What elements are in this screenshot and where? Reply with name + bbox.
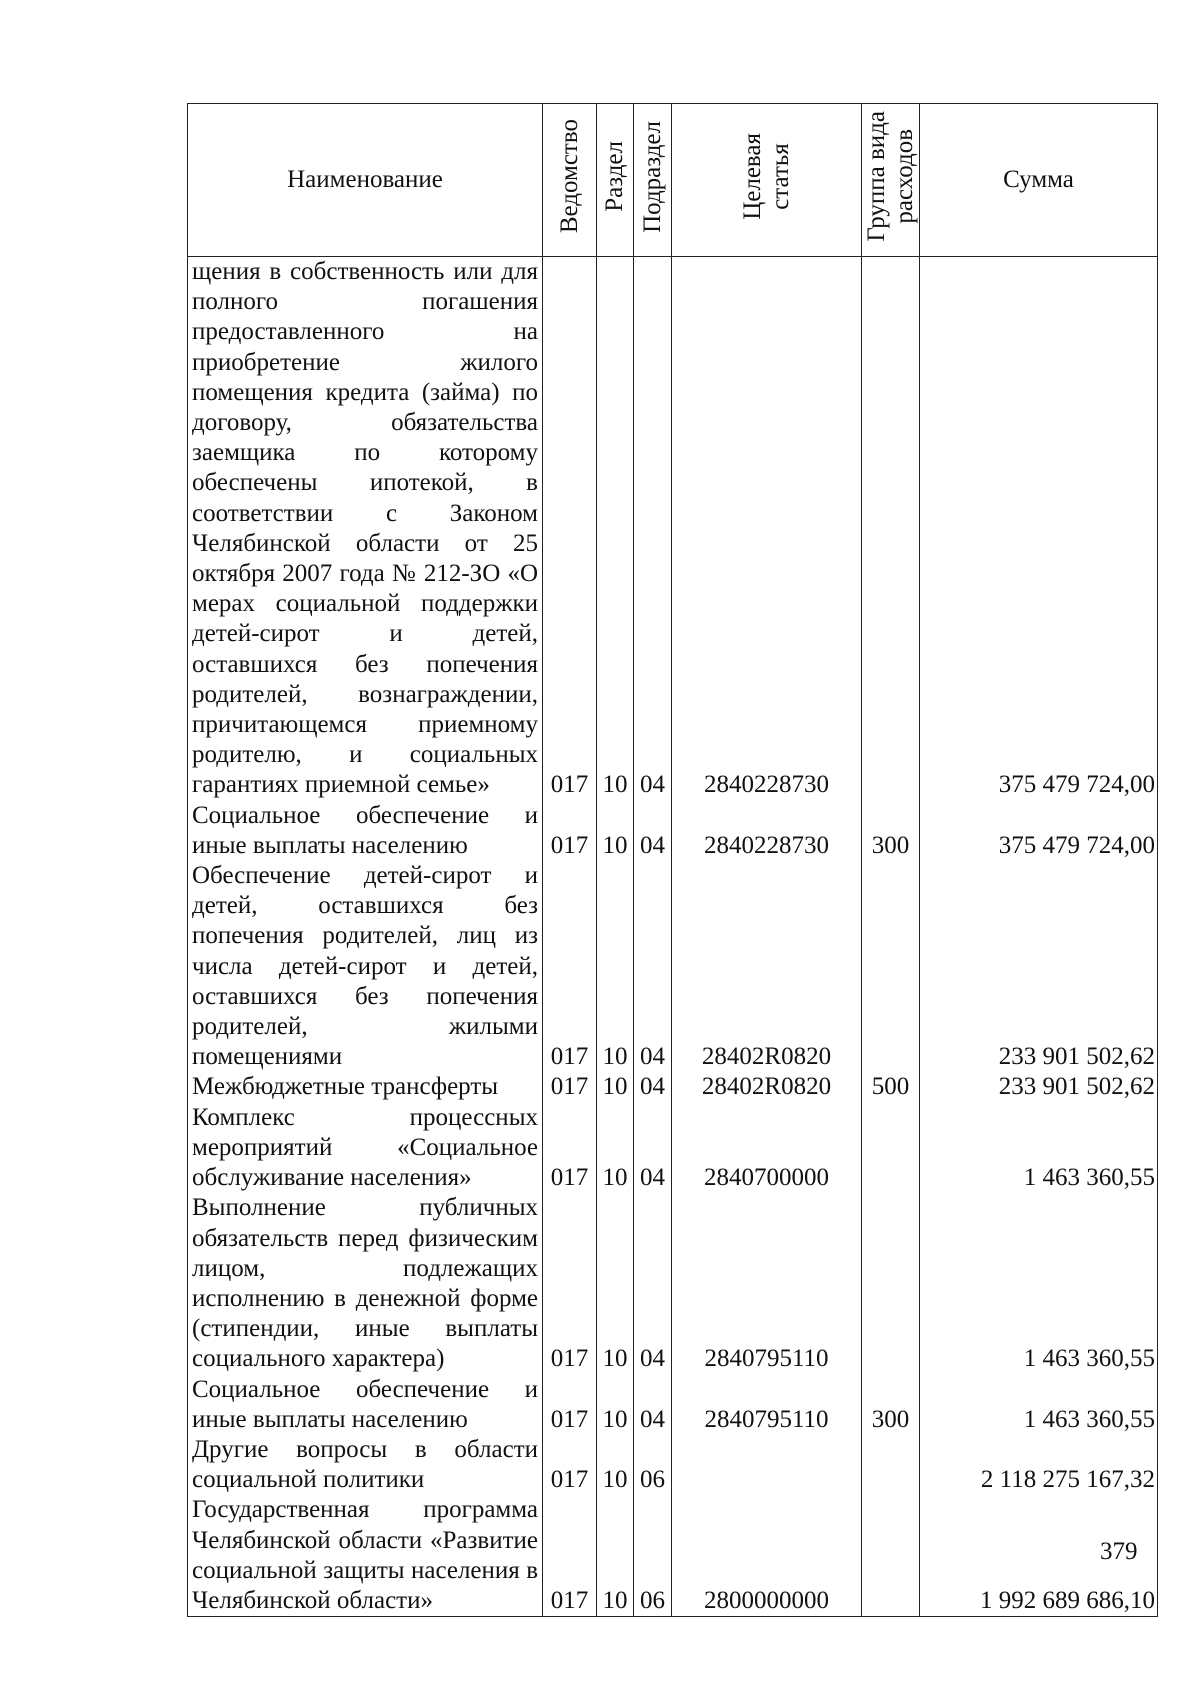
table-row [188,257,1158,801]
row-group [862,861,920,1072]
row-name: Государственная программа Челябинской области «Развитие социальной защиты населения в Челябинской области» [188,1495,543,1616]
row-podrazdel: 04 [634,1375,672,1435]
table-header [188,104,1158,257]
row-sum: 2 118 275 167,32 [920,1435,1158,1495]
row-razdel: 10 [597,257,634,801]
header-vedomstvo [543,104,597,257]
header-vedomstvo-label: Ведомство [555,119,583,234]
row-name: Другие вопросы в области социальной политики [188,1435,543,1495]
row-vedomstvo: 017 [543,1103,597,1194]
row-group [862,1103,920,1194]
row-vedomstvo: 017 [543,1072,597,1102]
row-sum: 1 463 360,55 [920,1375,1158,1435]
row-razdel: 10 [597,1495,634,1616]
header-razdel [597,104,634,257]
row-podrazdel: 06 [634,1435,672,1495]
row-podrazdel: 04 [634,861,672,1072]
page-number: 379 [1100,1538,1138,1565]
row-razdel: 10 [597,1103,634,1194]
table-body [188,257,1158,1617]
row-vedomstvo: 017 [543,1375,597,1435]
row-target: 2840795110 [672,1193,862,1374]
row-podrazdel: 04 [634,1103,672,1194]
budget-table-container [187,103,1157,1617]
header-target-label [739,133,795,220]
row-group [862,1495,920,1616]
row-group: 300 [862,1375,920,1435]
row-name: Обеспечение детей-сирот и детей, оставшихся без попечения родителей, лиц из числа детей-сирот и детей, оставшихся без попечения родителей, жилыми помещениями [188,861,543,1072]
row-name: Социальное обеспечение и иные выплаты населению [188,1375,543,1435]
row-razdel: 10 [597,1375,634,1435]
header-name: Наименование [188,104,543,257]
row-group [862,257,920,801]
row-razdel: 10 [597,1193,634,1374]
row-target [672,1435,862,1495]
row-name: Выполнение публичных обязательств перед физическим лицом, подлежащих исполнению в денежной форме (стипендии, иные выплаты социального характера) [188,1193,543,1374]
row-vedomstvo: 017 [543,1435,597,1495]
row-sum: 1 463 360,55 [920,1103,1158,1194]
row-name: Социальное обеспечение и иные выплаты населению [188,801,543,861]
row-group: 500 [862,1072,920,1102]
header-group [862,104,920,257]
row-sum: 1 463 360,55 [920,1193,1158,1374]
row-sum: 233 901 502,62 [920,1072,1158,1102]
table-row [188,861,1158,1072]
table-row [188,1375,1158,1435]
row-podrazdel: 04 [634,1193,672,1374]
table-row [188,1193,1158,1374]
header-razdel-label: Раздел [601,141,628,212]
table-row [188,1495,1158,1616]
row-podrazdel: 04 [634,257,672,801]
row-target: 2800000000 [672,1495,862,1616]
table-row [188,1072,1158,1102]
row-sum: 233 901 502,62 [920,861,1158,1072]
row-group [862,1435,920,1495]
table-row [188,801,1158,861]
header-podrazdel [634,104,672,257]
header-podrazdel-label: Подраздел [638,120,666,233]
row-target: 28402R0820 [672,861,862,1072]
header-group-line2: расходов [890,129,918,224]
row-group: 300 [862,801,920,861]
row-target: 2840795110 [672,1375,862,1435]
row-podrazdel: 06 [634,1495,672,1616]
row-vedomstvo: 017 [543,861,597,1072]
table-row [188,1435,1158,1495]
row-group [862,1193,920,1374]
row-name: щения в собственность или для полного погашения предоставленного на приобретение жилого помещения кредита (займа) по договору, обязательства заемщика по которому обеспечены ипотекой, в соответствии с Законом Челябинской области от 25 октября 2007 года № 212-ЗО «О мерах социальной поддержки детей-сирот и детей, оставшихся без попечения родителей, вознаграждении, причитающемся приемному родителю, и социальных гарантиях приемной семье» [188,257,543,801]
row-vedomstvo: 017 [543,257,597,801]
header-group-label [863,111,919,242]
row-vedomstvo: 017 [543,801,597,861]
row-razdel: 10 [597,1072,634,1102]
row-podrazdel: 04 [634,801,672,861]
row-target: 2840700000 [672,1103,862,1194]
row-sum: 1 992 689 686,10 [920,1495,1158,1616]
row-name: Межбюджетные трансферты [188,1072,543,1102]
row-sum: 375 479 724,00 [920,257,1158,801]
header-group-line1: Группа вида [862,111,890,242]
row-name: Комплекс процессных мероприятий «Социальное обслуживание населения» [188,1103,543,1194]
table-row [188,1103,1158,1194]
budget-table [187,103,1158,1617]
row-target: 2840228730 [672,801,862,861]
row-razdel: 10 [597,801,634,861]
header-target-line1: Целевая [738,133,766,220]
row-podrazdel: 04 [634,1072,672,1102]
row-sum: 375 479 724,00 [920,801,1158,861]
row-vedomstvo: 017 [543,1193,597,1374]
header-sum: Сумма [920,104,1158,257]
row-vedomstvo: 017 [543,1495,597,1616]
header-target-line2: статья [766,143,794,210]
row-razdel: 10 [597,861,634,1072]
row-razdel: 10 [597,1435,634,1495]
header-target [672,104,862,257]
row-target: 2840228730 [672,257,862,801]
row-target: 28402R0820 [672,1072,862,1102]
